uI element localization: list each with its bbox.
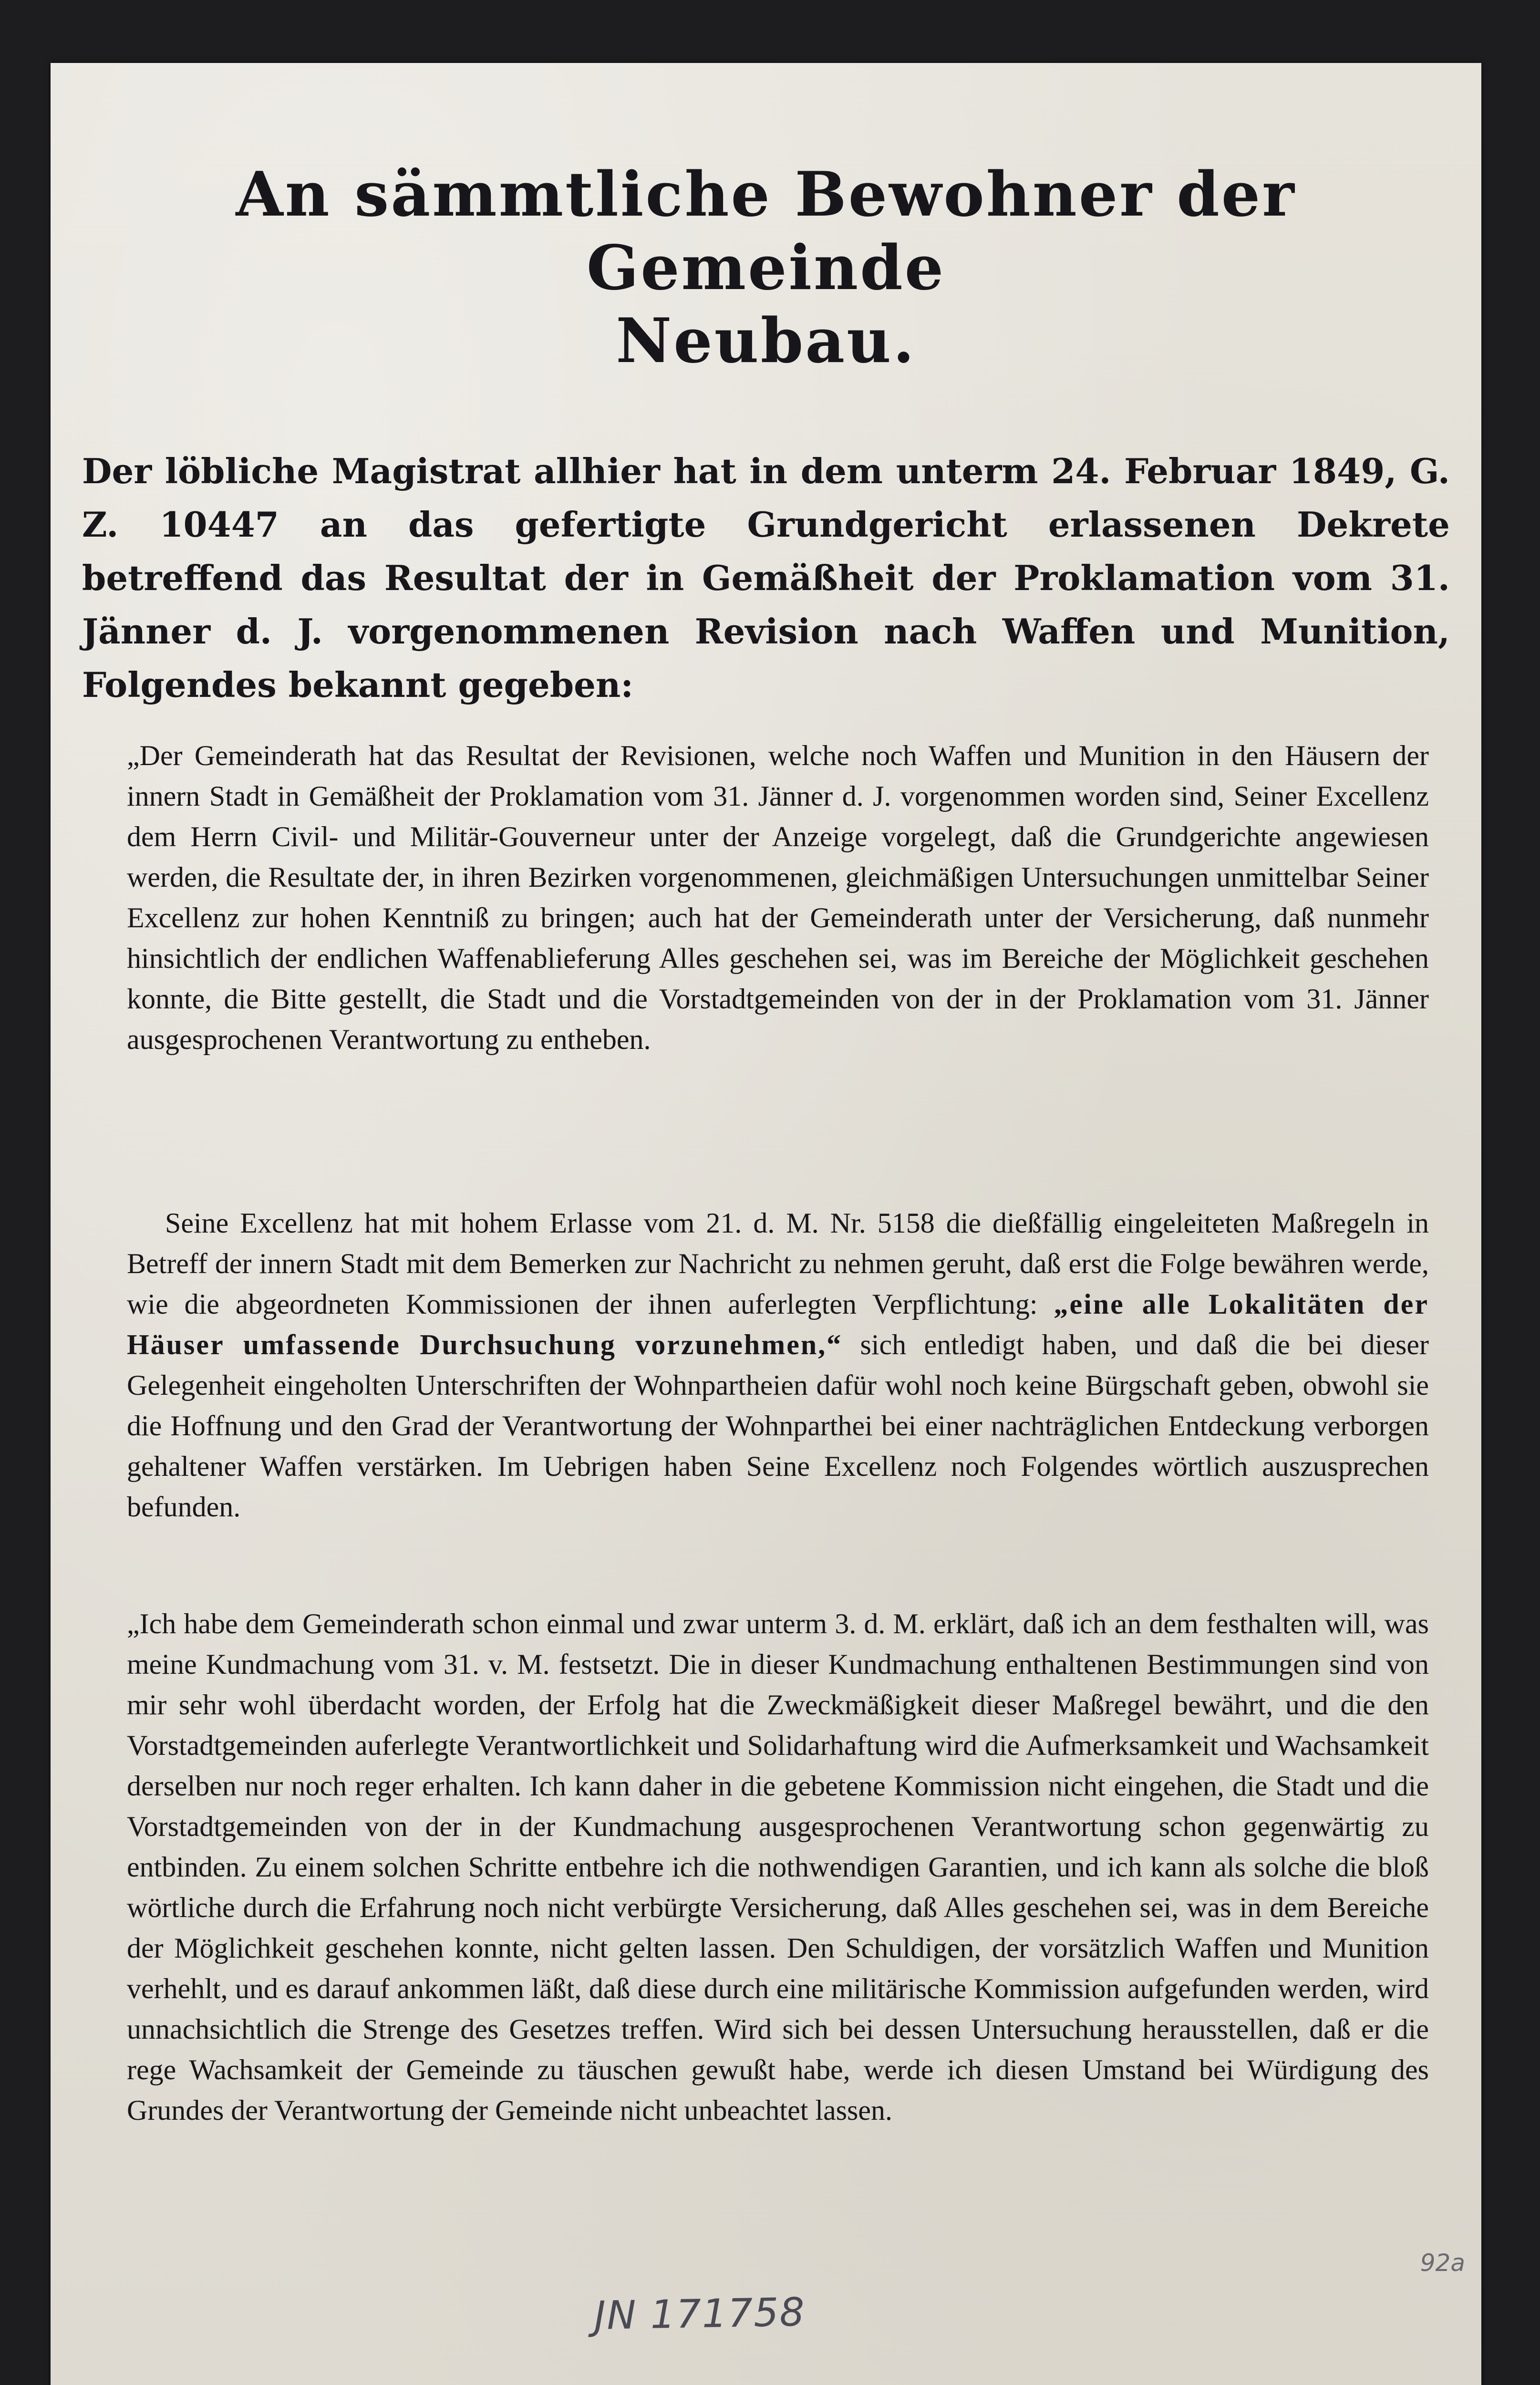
quoted-paragraph-1: „Der Gemeinderath hat das Resultat der Revisionen, welche noch Waffen und Munition in den Häusern der innern Stadt in Gemäßheit der Proklamation vom 31. Jänner d. J. vorgenommen worden sind, Seiner Excellenz dem Herrn Civil- und Militär-Gouverneur unter der Anzeige vorgelegt, daß die Grundgerichte angewiesen werden, die Resultate der, in ihren Bezirken vorgenommenen, gleichmäßigen Untersuchungen unmittelbar Seiner Excellenz zur hohen Kenntniß zu bringen; auch hat der Gemeinderath unter der Versicherung, daß nunmehr hinsichtlich der endlichen Waffenablieferung Alles geschehen sei, was im Bereiche der Möglichkeit geschehen konnte, die Bitte gestellt, die Stadt und die Vorstadtgemeinden von der in der Proklamation vom 31. Jänner ausgesprochenen Verantwortung zu entheben. <box>127 740 1429 1055</box>
title-line-1: An sämmtliche Bewohner der Gemeinde <box>236 159 1296 304</box>
corner-pencil-mark: 92a <box>1420 2249 1465 2277</box>
poster-sheet <box>51 63 1481 2385</box>
quoted-paragraph-3: „Ich habe dem Gemeinderath schon einmal und zwar unterm 3. d. M. erklärt, daß ich an dem festhalten will, was meine Kundmachung vom 31. v. M. festsetzt. Die in dieser Kundmachung enthaltenen Bestimmungen sind von mir sehr wohl überdacht worden, der Erfolg hat die Zweckmäßigkeit dieser Maßregel bewährt, und die den Vorstadtgemeinden auferlegte Verantwortlichkeit und Solidarhaftung wird die Aufmerksamkeit und Wachsamkeit derselben nur noch reger erhalten. Ich kann daher in die gebetene Kommission nicht eingehen, die Stadt und die Vorstadtgemeinden von der in der Kundmachung ausgesprochenen Verantwortung schon gegenwärtig zu entbinden. Zu einem solchen Schritte entbehre ich die nothwendigen Garantien, und ich kann als solche die bloß wörtliche durch die Erfahrung noch nicht verbürgte Versicherung, daß Alles geschehen sei, was in dem Bereiche der Möglichkeit geschehen konnte, nicht gelten lassen. Den Schuldigen, der vorsätzlich Waffen und Munition verhehlt, und es darauf ankommen läßt, daß diese durch eine militärische Kommission aufgefunden werden, wird unnachsichtlich die Strenge des Gesetzes treffen. Wird sich bei dessen Untersuchung herausstellen, daß er die rege Wachsamkeit der Gemeinde zu täuschen gewußt habe, werde ich diesen Umstand bei Würdigung des Grundes der Verantwortung der Gemeinde nicht unbeachtet lassen. <box>127 1608 1429 2126</box>
paragraph-2-text-before: Seine Excellenz hat mit hohem Erlasse vom 21. d. M. Nr. 5158 die dießfällig eingeleiteten Maßregeln in Betreff der innern Stadt mit dem Bemerken zur Nachricht zu nehmen geruht, daß erst die Folge bewähren werde, wie die abgeordneten Kommissionen der ihnen auferlegten Verpflichtung: <box>127 1207 1429 1320</box>
title-line-2: Neubau. <box>616 305 916 377</box>
archive-handwritten-note: JN 171758 <box>594 2290 806 2339</box>
intro-paragraph: Der löbliche Magistrat allhier hat in dem unterm 24. Februar 1849, G. Z. 10447 an das gefertigte Grundgericht erlassenen Dekrete betreffend das Resultat der in Gemäßheit der Proklamation vom 31. Jänner d. J. vorgenommenen Revision nach Waffen und Munition, Folgendes bekannt gegeben: <box>82 451 1450 705</box>
paragraph-2-emphasis: „eine alle Lokalitäten der Häuser umfassende Durchsuchung vorzunehmen,“ <box>127 1288 1429 1360</box>
poster-title <box>51 158 1481 378</box>
paragraph-2-text-after: sich entledigt haben, und daß die bei dieser Gelegenheit eingeholten Unterschriften der Wohnpartheien dafür wohl noch keine Bürgschaft geben, obwohl sie die Hoffnung und den Grad der Verantwortung der Wohnparthei bei einer nachträglichen Entdeckung verborgen gehaltener Waffen verstärken. Im Uebrigen haben Seine Excellenz noch Folgendes wörtlich auszusprechen befunden. <box>127 1329 1429 1523</box>
paragraph-2 <box>127 1203 1429 1527</box>
